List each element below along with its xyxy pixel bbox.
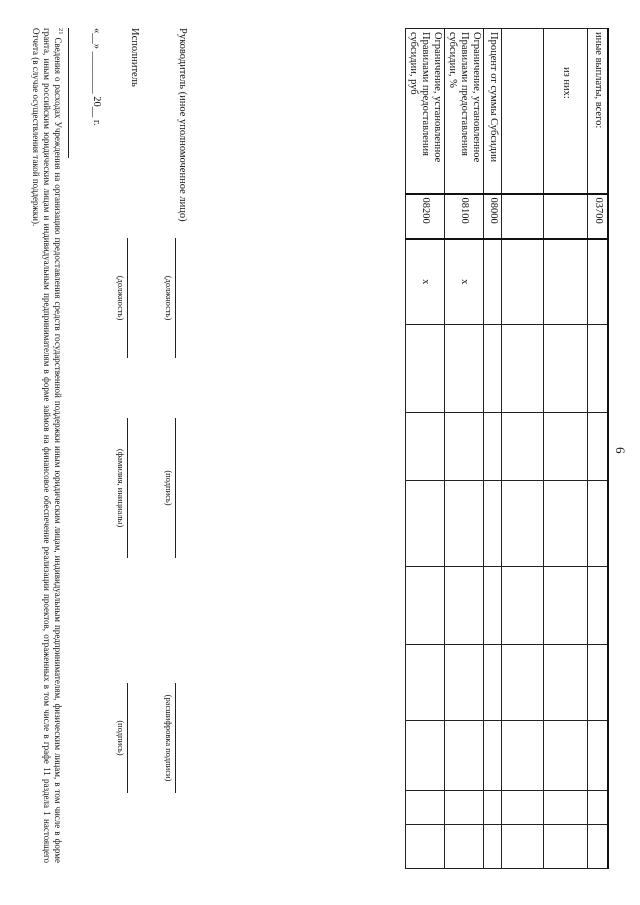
table-cell[interactable] (544, 239, 588, 325)
table-cell[interactable] (588, 721, 608, 791)
table-row (484, 29, 502, 869)
table-row (588, 29, 608, 869)
table-cell[interactable] (588, 481, 608, 567)
row-code: 08200 (406, 194, 445, 239)
table-cell[interactable] (544, 325, 588, 413)
table-cell[interactable] (445, 325, 484, 413)
row-code: 03700 (588, 194, 608, 239)
table-cell[interactable] (406, 325, 445, 413)
table-cell[interactable] (588, 645, 608, 721)
head-signature-line[interactable] (175, 418, 176, 558)
table-cell[interactable] (544, 721, 588, 791)
table-cell[interactable] (588, 239, 608, 325)
table-cell[interactable] (544, 645, 588, 721)
table-cell[interactable] (484, 645, 502, 721)
executor-signature-line[interactable] (127, 683, 128, 793)
executor-position-line[interactable] (127, 238, 128, 358)
table-row (445, 29, 484, 869)
table-cell[interactable] (502, 481, 544, 567)
table-cell[interactable] (406, 645, 445, 721)
table-cell[interactable] (484, 413, 502, 481)
footnote-rule (68, 28, 69, 158)
footnote-marker: 21 (57, 28, 64, 35)
table-cell[interactable] (544, 791, 588, 825)
row-label: из них: (544, 29, 588, 194)
table-cell[interactable] (502, 239, 544, 325)
table-cell[interactable] (445, 721, 484, 791)
table-cell[interactable] (544, 481, 588, 567)
executor-position-caption: (должность) (116, 275, 126, 321)
table-cell[interactable] (445, 481, 484, 567)
table-cell[interactable] (484, 721, 502, 791)
head-position-caption: (должность) (164, 275, 174, 321)
row-label: Процент от суммы Субсидии (484, 29, 502, 194)
footnote (30, 28, 66, 863)
table-cell[interactable]: x (406, 239, 445, 325)
table-cell[interactable] (484, 825, 502, 869)
table-row (502, 29, 544, 869)
table-cell[interactable] (484, 791, 502, 825)
table-cell[interactable] (484, 481, 502, 567)
table-cell[interactable] (445, 825, 484, 869)
table-cell[interactable] (406, 791, 445, 825)
head-signature-caption: (подпись) (164, 470, 174, 506)
table-cell[interactable] (502, 567, 544, 645)
table-cell[interactable] (502, 791, 544, 825)
row-label: Ограничение, установленное Правилами предоставления субсидии, руб (406, 29, 445, 194)
table-cell[interactable] (588, 567, 608, 645)
executor-label: Исполнитель (129, 28, 140, 87)
table-row (406, 29, 445, 869)
executor-name-line[interactable] (127, 418, 128, 558)
table-cell[interactable] (502, 721, 544, 791)
row-label: иные выплаты, всего: (588, 29, 608, 194)
table-cell[interactable]: x (445, 239, 484, 325)
table-cell[interactable] (406, 567, 445, 645)
table-cell[interactable] (406, 721, 445, 791)
footnote-text: Сведения о расходах Учреждения на организацию предоставления средств государственной поддержки иным юридическим лицам, индивидуальным предпринимателям, физическим лицам, в том числе в форме гранта, иным российским юридическим лицам и индивидуальным предпринимателям в форме займов на финансовое обеспечение реализации проектов, отраженных в том числе в графе 11 раздела 1 настоящего Отчета (в случае осуществления такой поддержки). (31, 28, 63, 863)
table-cell[interactable] (484, 325, 502, 413)
executor-signature-caption: (подпись) (116, 720, 126, 756)
row-code: 08000 (484, 194, 502, 239)
date-line[interactable]: «__» ________ 20__ г. (91, 28, 102, 126)
table-cell[interactable] (484, 239, 502, 325)
row-code (502, 194, 544, 239)
report-table (406, 28, 610, 869)
table-cell[interactable] (406, 825, 445, 869)
row-label: Ограничение, установленное Правилами предоставления субсидии, % (445, 29, 484, 194)
row-code: 08100 (445, 194, 484, 239)
table-cell[interactable] (544, 567, 588, 645)
table-cell[interactable] (502, 413, 544, 481)
executor-name-caption: (фамилия, инициалы) (116, 448, 126, 528)
page-number: 6 (613, 447, 628, 454)
table-cell[interactable] (502, 825, 544, 869)
table-cell[interactable] (588, 825, 608, 869)
table-cell[interactable] (406, 413, 445, 481)
table-cell[interactable] (484, 567, 502, 645)
head-label: Руководитель (иное уполномоченное лицо) (177, 28, 188, 222)
table-cell[interactable] (445, 645, 484, 721)
head-decoding-caption: (расшифровка подписи) (164, 694, 174, 782)
table-cell[interactable] (544, 825, 588, 869)
table-cell[interactable] (588, 325, 608, 413)
row-label (502, 29, 544, 194)
table-cell[interactable] (445, 791, 484, 825)
table-cell[interactable] (502, 645, 544, 721)
table-cell[interactable] (406, 481, 445, 567)
row-code (544, 194, 588, 239)
table-cell[interactable] (502, 325, 544, 413)
table-row (544, 29, 588, 869)
table-cell[interactable] (445, 567, 484, 645)
table-cell[interactable] (544, 413, 588, 481)
table-cell[interactable] (588, 413, 608, 481)
head-position-line[interactable] (175, 238, 176, 358)
table-cell[interactable] (445, 413, 484, 481)
table-cell[interactable] (588, 791, 608, 825)
head-decoding-line[interactable] (175, 683, 176, 793)
